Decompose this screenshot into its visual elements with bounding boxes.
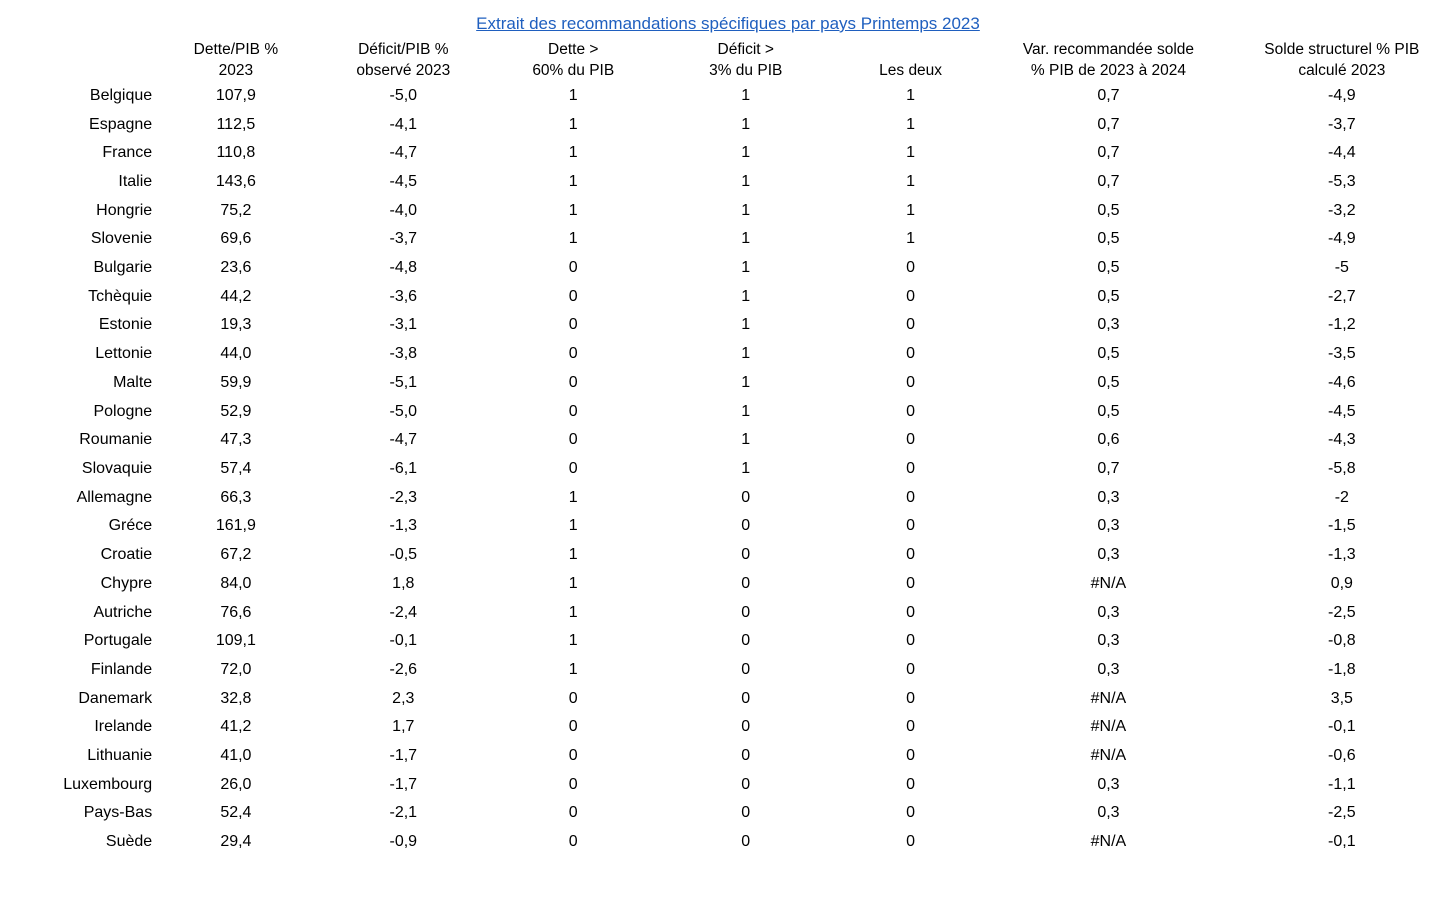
- cell-country: Lithuanie: [87, 747, 153, 765]
- cell-deficit-pib: -3,8: [389, 345, 418, 363]
- cell-deficit-pib: -0,5: [389, 546, 418, 564]
- cell-deficit-3: 0: [741, 603, 751, 621]
- table-row: [0, 197, 1456, 226]
- table-row: [0, 742, 1456, 771]
- title-row: [0, 0, 1456, 40]
- cell-country: Chypre: [100, 574, 153, 592]
- cell-dette-60: 1: [568, 201, 578, 219]
- cell-dette-pib: 19,3: [220, 316, 252, 334]
- cell-deficit-pib: -5,0: [389, 402, 418, 420]
- cell-les-deux: 0: [906, 316, 916, 334]
- cell-country: Finlande: [90, 660, 153, 678]
- cell-les-deux: 0: [906, 546, 916, 564]
- cell-dette-60: 1: [568, 574, 578, 592]
- cell-dette-pib: 32,8: [220, 689, 252, 707]
- table-row: [0, 541, 1456, 570]
- cell-dette-60: 0: [568, 316, 578, 334]
- cell-country: Slovenie: [90, 230, 153, 248]
- cell-dette-60: 0: [568, 345, 578, 363]
- cell-deficit-3: 0: [741, 488, 751, 506]
- cell-dette-60: 1: [568, 115, 578, 133]
- cell-deficit-pib: -3,1: [389, 316, 418, 334]
- cell-solde-structurel: -0,1: [1328, 718, 1356, 736]
- cell-solde-structurel: -4,3: [1328, 431, 1356, 449]
- cell-country: Pays-Bas: [83, 804, 153, 822]
- cell-var-solde: 0,3: [1097, 603, 1120, 621]
- cell-deficit-pib: -1,7: [389, 775, 418, 793]
- cell-country: Tchèquie: [88, 287, 153, 305]
- cell-var-solde: 0,5: [1097, 259, 1120, 277]
- cell-dette-pib: 84,0: [220, 574, 252, 592]
- cell-dette-pib: 47,3: [220, 431, 252, 449]
- cell-les-deux: 0: [906, 747, 916, 765]
- cell-country: Espagne: [89, 115, 153, 133]
- cell-deficit-pib: -2,4: [389, 603, 418, 621]
- cell-deficit-3: 1: [741, 431, 751, 449]
- header-deficit-pib: Déficit/PIB % observé 2023: [356, 41, 451, 79]
- cell-country: Gréce: [108, 517, 153, 535]
- table-row: [0, 685, 1456, 714]
- cell-country: Malte: [113, 373, 153, 391]
- cell-country: Estonie: [98, 316, 153, 334]
- cell-var-solde: #N/A: [1090, 747, 1127, 765]
- cell-dette-pib: 52,9: [220, 402, 252, 420]
- cell-var-solde: 0,3: [1097, 517, 1120, 535]
- cell-dette-pib: 107,9: [215, 86, 256, 104]
- cell-deficit-3: 1: [741, 86, 751, 104]
- table-row: [0, 82, 1456, 111]
- cell-country: Luxembourg: [63, 775, 153, 793]
- cell-deficit-3: 1: [741, 115, 751, 133]
- cell-deficit-3: 1: [741, 201, 751, 219]
- cell-deficit-pib: -4,0: [389, 201, 418, 219]
- cell-solde-structurel: -4,9: [1328, 86, 1356, 104]
- cell-dette-pib: 26,0: [220, 775, 252, 793]
- page-title: Extrait des recommandations spécifiques par pays Printemps 2023: [476, 14, 980, 33]
- cell-les-deux: 0: [906, 459, 916, 477]
- cell-deficit-3: 0: [741, 833, 751, 851]
- header-les-deux: Les deux: [879, 61, 943, 79]
- cell-solde-structurel: -4,4: [1328, 144, 1356, 162]
- cell-var-solde: 0,6: [1097, 431, 1120, 449]
- cell-dette-60: 1: [568, 172, 578, 190]
- table-row: [0, 713, 1456, 742]
- cell-solde-structurel: -1,2: [1328, 316, 1356, 334]
- cell-deficit-pib: -2,1: [389, 804, 418, 822]
- cell-deficit-pib: -5,0: [389, 86, 418, 104]
- cell-dette-60: 0: [568, 689, 578, 707]
- cell-dette-pib: 44,2: [220, 287, 252, 305]
- cell-deficit-3: 0: [741, 718, 751, 736]
- cell-deficit-pib: -0,1: [389, 632, 418, 650]
- cell-solde-structurel: -4,9: [1328, 230, 1356, 248]
- cell-solde-structurel: -2,7: [1328, 287, 1356, 305]
- cell-dette-60: 1: [568, 660, 578, 678]
- cell-dette-60: 1: [568, 632, 578, 650]
- cell-var-solde: 0,7: [1097, 172, 1120, 190]
- cell-country: Lettonie: [95, 345, 153, 363]
- cell-les-deux: 0: [906, 517, 916, 535]
- cell-les-deux: 0: [906, 287, 916, 305]
- cell-les-deux: 0: [906, 718, 916, 736]
- cell-country: Slovaquie: [81, 459, 153, 477]
- cell-dette-60: 0: [568, 402, 578, 420]
- cell-var-solde: 0,7: [1097, 86, 1120, 104]
- cell-dette-pib: 29,4: [220, 833, 252, 851]
- cell-var-solde: 0,3: [1097, 775, 1120, 793]
- cell-deficit-3: 1: [741, 259, 751, 277]
- cell-dette-60: 0: [568, 747, 578, 765]
- cell-deficit-pib: -4,1: [389, 115, 418, 133]
- cell-dette-pib: 67,2: [220, 546, 252, 564]
- cell-les-deux: 1: [906, 201, 916, 219]
- cell-dette-pib: 69,6: [220, 230, 252, 248]
- table-row: [0, 570, 1456, 599]
- cell-dette-60: 0: [568, 833, 578, 851]
- cell-deficit-3: 0: [741, 689, 751, 707]
- table-row: [0, 254, 1456, 283]
- table-row: [0, 512, 1456, 541]
- table-row: [0, 311, 1456, 340]
- cell-var-solde: #N/A: [1090, 574, 1127, 592]
- table-row: [0, 455, 1456, 484]
- cell-deficit-3: 0: [741, 660, 751, 678]
- table-row: [0, 283, 1456, 312]
- cell-var-solde: 0,3: [1097, 316, 1120, 334]
- cell-dette-pib: 41,0: [220, 747, 252, 765]
- cell-country: Belgique: [89, 86, 153, 104]
- cell-les-deux: 0: [906, 259, 916, 277]
- cell-solde-structurel: -2,5: [1328, 804, 1356, 822]
- cell-country: Portugale: [83, 632, 153, 650]
- cell-deficit-3: 1: [741, 345, 751, 363]
- cell-country: Bulgarie: [93, 259, 153, 277]
- cell-solde-structurel: -5,3: [1328, 172, 1356, 190]
- cell-dette-60: 1: [568, 546, 578, 564]
- cell-solde-structurel: -1,8: [1328, 660, 1356, 678]
- cell-dette-60: 0: [568, 804, 578, 822]
- cell-country: Irelande: [94, 718, 153, 736]
- cell-deficit-3: 0: [741, 775, 751, 793]
- cell-dette-60: 0: [568, 459, 578, 477]
- table-row: [0, 484, 1456, 513]
- cell-dette-60: 0: [568, 718, 578, 736]
- cell-var-solde: 0,3: [1097, 804, 1120, 822]
- cell-dette-pib: 52,4: [220, 804, 252, 822]
- cell-dette-pib: 59,9: [220, 373, 252, 391]
- header-var-solde: Var. recommandée solde % PIB de 2023 à 2024: [1022, 41, 1195, 79]
- cell-dette-60: 1: [568, 488, 578, 506]
- cell-country: Hongrie: [96, 201, 153, 219]
- cell-les-deux: 0: [906, 373, 916, 391]
- cell-les-deux: 1: [906, 230, 916, 248]
- cell-deficit-3: 0: [741, 517, 751, 535]
- cell-deficit-3: 1: [741, 287, 751, 305]
- cell-les-deux: 1: [906, 172, 916, 190]
- cell-les-deux: 0: [906, 833, 916, 851]
- cell-country: Suède: [105, 833, 153, 851]
- table-row: [0, 799, 1456, 828]
- cell-country: Pologne: [93, 402, 153, 420]
- table-row: [0, 627, 1456, 656]
- cell-var-solde: 0,5: [1097, 345, 1120, 363]
- cell-solde-structurel: 0,9: [1330, 574, 1353, 592]
- table-row: [0, 168, 1456, 197]
- cell-dette-60: 0: [568, 775, 578, 793]
- header-row: [0, 40, 1456, 82]
- cell-deficit-3: 1: [741, 316, 751, 334]
- cell-dette-pib: 161,9: [215, 517, 256, 535]
- cell-les-deux: 0: [906, 574, 916, 592]
- cell-solde-structurel: -2,5: [1328, 603, 1356, 621]
- cell-solde-structurel: -5,8: [1328, 459, 1356, 477]
- cell-deficit-pib: 2,3: [392, 689, 415, 707]
- cell-deficit-3: 1: [741, 402, 751, 420]
- cell-var-solde: 0,7: [1097, 115, 1120, 133]
- cell-var-solde: #N/A: [1090, 689, 1127, 707]
- cell-deficit-3: 1: [741, 459, 751, 477]
- cell-deficit-3: 0: [741, 574, 751, 592]
- cell-les-deux: 0: [906, 775, 916, 793]
- cell-solde-structurel: -2: [1334, 488, 1349, 506]
- cell-deficit-pib: -4,8: [389, 259, 418, 277]
- cell-solde-structurel: -0,6: [1328, 747, 1356, 765]
- cell-les-deux: 0: [906, 345, 916, 363]
- cell-les-deux: 0: [906, 632, 916, 650]
- cell-deficit-pib: -2,3: [389, 488, 418, 506]
- cell-deficit-pib: 1,7: [392, 718, 415, 736]
- cell-les-deux: 0: [906, 402, 916, 420]
- cell-dette-60: 0: [568, 259, 578, 277]
- cell-solde-structurel: -5: [1334, 259, 1349, 277]
- cell-dette-pib: 44,0: [220, 345, 252, 363]
- cell-les-deux: 0: [906, 660, 916, 678]
- cell-deficit-pib: -0,9: [389, 833, 418, 851]
- cell-deficit-pib: -1,7: [389, 747, 418, 765]
- cell-deficit-pib: -2,6: [389, 660, 418, 678]
- cell-dette-pib: 110,8: [216, 144, 256, 162]
- cell-deficit-3: 0: [741, 546, 751, 564]
- cell-dette-60: 0: [568, 431, 578, 449]
- cell-var-solde: 0,7: [1097, 144, 1120, 162]
- cell-dette-pib: 57,4: [220, 459, 252, 477]
- cell-dette-pib: 109,1: [215, 632, 256, 650]
- cell-dette-pib: 41,2: [220, 718, 252, 736]
- cell-country: Croatie: [100, 546, 153, 564]
- cell-dette-60: 1: [568, 230, 578, 248]
- cell-country: France: [102, 144, 153, 162]
- cell-dette-60: 1: [568, 603, 578, 621]
- cell-var-solde: 0,5: [1097, 201, 1120, 219]
- cell-les-deux: 0: [906, 488, 916, 506]
- cell-deficit-pib: -1,3: [389, 517, 418, 535]
- cell-dette-60: 1: [568, 144, 578, 162]
- cell-solde-structurel: 3,5: [1330, 689, 1353, 707]
- cell-deficit-3: 1: [741, 172, 751, 190]
- cell-les-deux: 1: [906, 144, 916, 162]
- cell-solde-structurel: -4,6: [1328, 373, 1356, 391]
- table-row: [0, 225, 1456, 254]
- table-row: [0, 599, 1456, 628]
- table-row: [0, 771, 1456, 800]
- table-row: [0, 398, 1456, 427]
- table-row: [0, 111, 1456, 140]
- cell-solde-structurel: -1,1: [1328, 775, 1356, 793]
- header-dette-pib: Dette/PIB % 2023: [193, 41, 279, 79]
- table-body: [0, 82, 1456, 857]
- cell-dette-pib: 112,5: [216, 115, 256, 133]
- cell-deficit-3: 1: [741, 230, 751, 248]
- table-row: [0, 369, 1456, 398]
- cell-deficit-pib: -5,1: [389, 373, 418, 391]
- cell-country: Autriche: [93, 603, 153, 621]
- cell-var-solde: 0,5: [1097, 230, 1120, 248]
- cell-les-deux: 1: [906, 86, 916, 104]
- table-row: [0, 828, 1456, 857]
- cell-solde-structurel: -1,5: [1328, 517, 1356, 535]
- cell-var-solde: 0,5: [1097, 402, 1120, 420]
- table-row: [0, 139, 1456, 168]
- cell-var-solde: 0,7: [1097, 459, 1120, 477]
- cell-solde-structurel: -0,8: [1328, 632, 1356, 650]
- cell-dette-pib: 143,6: [215, 172, 256, 190]
- cell-dette-pib: 75,2: [220, 201, 252, 219]
- cell-var-solde: 0,5: [1097, 373, 1120, 391]
- cell-dette-pib: 23,6: [220, 259, 252, 277]
- table-header: [0, 40, 1456, 82]
- cell-var-solde: 0,3: [1097, 546, 1120, 564]
- header-deficit-3: Déficit > 3% du PIB: [709, 41, 783, 79]
- table-row: [0, 426, 1456, 455]
- cell-les-deux: 0: [906, 431, 916, 449]
- cell-dette-60: 1: [568, 517, 578, 535]
- cell-les-deux: 0: [906, 689, 916, 707]
- cell-deficit-pib: -3,6: [389, 287, 418, 305]
- cell-solde-structurel: -3,7: [1328, 115, 1356, 133]
- cell-solde-structurel: -3,5: [1328, 345, 1356, 363]
- cell-country: Danemark: [78, 689, 153, 707]
- cell-deficit-3: 1: [741, 144, 751, 162]
- cell-dette-pib: 72,0: [220, 660, 252, 678]
- cell-deficit-pib: -4,7: [389, 431, 418, 449]
- cell-solde-structurel: -0,1: [1328, 833, 1356, 851]
- cell-solde-structurel: -4,5: [1328, 402, 1356, 420]
- cell-deficit-3: 0: [741, 632, 751, 650]
- cell-dette-60: 0: [568, 373, 578, 391]
- recommendations-table: [0, 40, 1456, 857]
- cell-les-deux: 0: [906, 804, 916, 822]
- cell-var-solde: 0,3: [1097, 660, 1120, 678]
- cell-var-solde: 0,3: [1097, 488, 1120, 506]
- cell-var-solde: 0,5: [1097, 287, 1120, 305]
- cell-deficit-3: 1: [741, 373, 751, 391]
- cell-country: Roumanie: [79, 431, 153, 449]
- cell-les-deux: 1: [906, 115, 916, 133]
- cell-var-solde: 0,3: [1097, 632, 1120, 650]
- table-row: [0, 656, 1456, 685]
- cell-solde-structurel: -3,2: [1328, 201, 1356, 219]
- cell-country: Allemagne: [76, 488, 153, 506]
- cell-deficit-pib: 1,8: [392, 574, 415, 592]
- cell-var-solde: #N/A: [1090, 718, 1127, 736]
- cell-deficit-3: 0: [741, 747, 751, 765]
- header-dette-60: Dette > 60% du PIB: [532, 41, 615, 79]
- cell-deficit-pib: -4,5: [389, 172, 418, 190]
- header-country: [0, 40, 152, 82]
- cell-solde-structurel: -1,3: [1328, 546, 1356, 564]
- cell-dette-pib: 76,6: [220, 603, 252, 621]
- header-solde-structurel: Solde structurel % PIB calculé 2023: [1264, 41, 1420, 79]
- cell-les-deux: 0: [906, 603, 916, 621]
- cell-deficit-3: 0: [741, 804, 751, 822]
- cell-var-solde: #N/A: [1090, 833, 1127, 851]
- table-row: [0, 340, 1456, 369]
- cell-country: Italie: [118, 172, 153, 190]
- cell-dette-60: 0: [568, 287, 578, 305]
- cell-dette-pib: 66,3: [220, 488, 252, 506]
- cell-deficit-pib: -3,7: [389, 230, 418, 248]
- cell-deficit-pib: -4,7: [389, 144, 418, 162]
- cell-deficit-pib: -6,1: [389, 459, 418, 477]
- cell-dette-60: 1: [568, 86, 578, 104]
